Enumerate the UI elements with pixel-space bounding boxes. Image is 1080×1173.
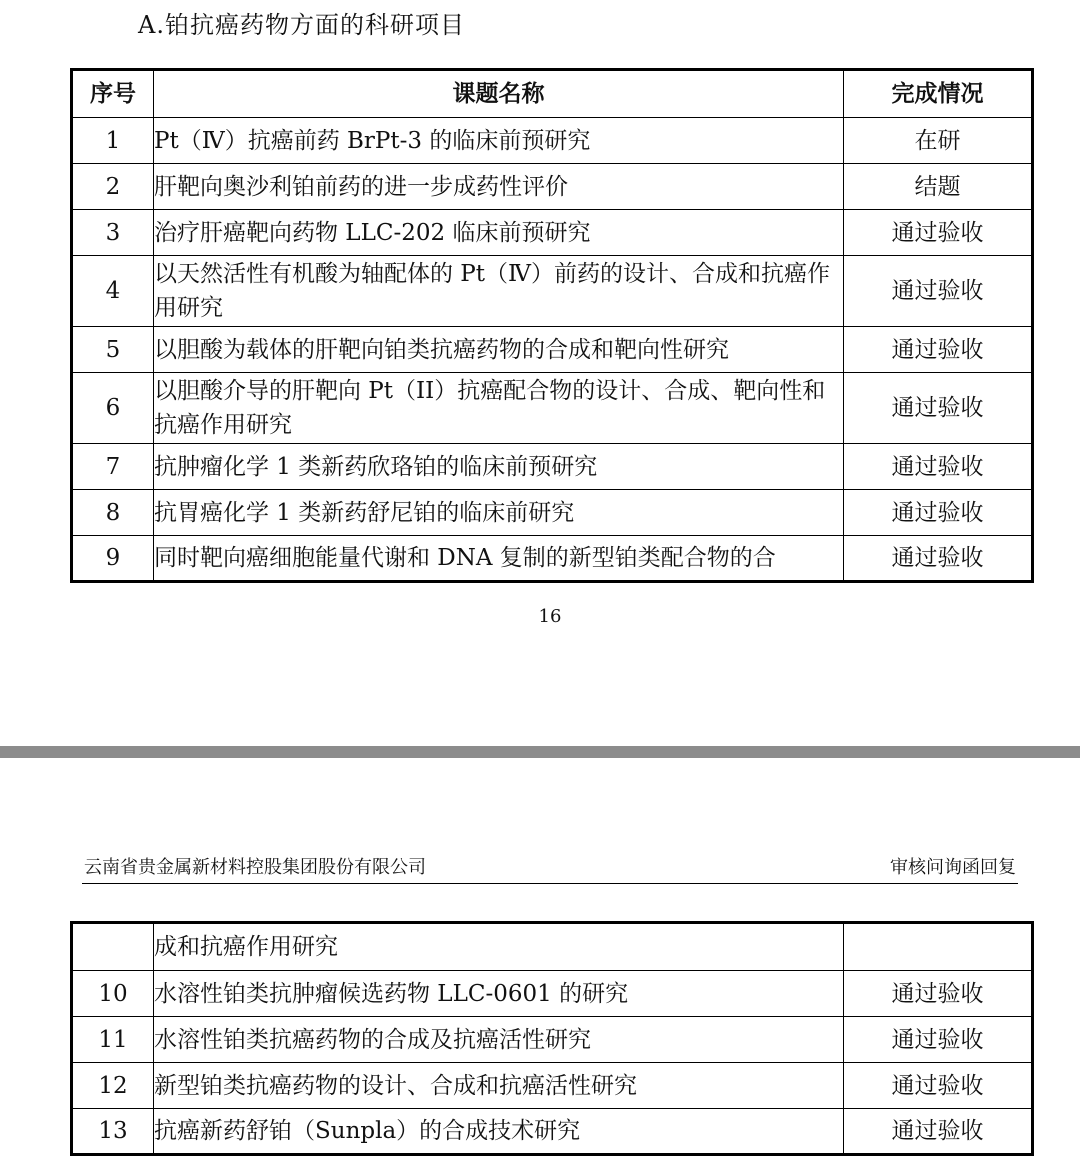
table-row	[72, 490, 1033, 536]
project-title: 以胆酸为载体的肝靶向铂类抗癌药物的合成和靶向性研究	[154, 327, 844, 373]
project-title: 同时靶向癌细胞能量代谢和 DNA 复制的新型铂类配合物的合	[154, 536, 844, 582]
table-row	[72, 1063, 1033, 1109]
table-row	[72, 327, 1033, 373]
table-row	[72, 256, 1033, 327]
row-number: 5	[72, 327, 154, 373]
row-number: 8	[72, 490, 154, 536]
header-rule	[82, 883, 1018, 884]
project-title: 水溶性铂类抗肿瘤候选药物 LLC-0601 的研究	[154, 971, 844, 1017]
table-row	[72, 1017, 1033, 1063]
project-title: 水溶性铂类抗癌药物的合成及抗癌活性研究	[154, 1017, 844, 1063]
project-title: 抗胃癌化学 1 类新药舒尼铂的临床前研究	[154, 490, 844, 536]
table-row	[72, 210, 1033, 256]
table-header-row	[72, 70, 1033, 118]
row-number: 4	[72, 256, 154, 327]
column-header-number: 序号	[72, 70, 154, 118]
row-number: 12	[72, 1063, 154, 1109]
row-number: 11	[72, 1017, 154, 1063]
project-status: 通过验收	[844, 444, 1033, 490]
table-row	[72, 1109, 1033, 1155]
project-title: 以天然活性有机酸为轴配体的 Pt（Ⅳ）前药的设计、合成和抗癌作用研究	[154, 256, 844, 327]
project-title: 新型铂类抗癌药物的设计、合成和抗癌活性研究	[154, 1063, 844, 1109]
row-number: 7	[72, 444, 154, 490]
row-number: 3	[72, 210, 154, 256]
row-number: 9	[72, 536, 154, 582]
document-header-company: 云南省贵金属新材料控股集团股份有限公司	[84, 857, 426, 878]
research-projects-table-continued	[70, 921, 1034, 1156]
research-projects-table	[70, 68, 1034, 583]
table-row	[72, 373, 1033, 444]
project-status: 通过验收	[844, 256, 1033, 327]
table-row-continuation	[72, 923, 1033, 971]
project-title: 肝靶向奥沙利铂前药的进一步成药性评价	[154, 164, 844, 210]
section-heading: A.铂抗癌药物方面的科研项目	[138, 11, 465, 39]
row-number: 2	[72, 164, 154, 210]
table-row	[72, 118, 1033, 164]
project-status: 结题	[844, 164, 1033, 210]
column-header-title: 课题名称	[154, 70, 844, 118]
project-status	[844, 923, 1033, 971]
table-row	[72, 444, 1033, 490]
project-title: 以胆酸介导的肝靶向 Pt（II）抗癌配合物的设计、合成、靶向性和抗癌作用研究	[154, 373, 844, 444]
project-status: 在研	[844, 118, 1033, 164]
document-header-title: 审核问询函回复	[890, 857, 1016, 878]
project-status: 通过验收	[844, 490, 1033, 536]
project-status: 通过验收	[844, 1109, 1033, 1155]
project-status: 通过验收	[844, 1063, 1033, 1109]
table-row	[72, 164, 1033, 210]
page-number: 16	[538, 606, 562, 627]
row-number	[72, 923, 154, 971]
project-status: 通过验收	[844, 210, 1033, 256]
project-status: 通过验收	[844, 373, 1033, 444]
project-title: 抗肿瘤化学 1 类新药欣珞铂的临床前预研究	[154, 444, 844, 490]
row-number: 10	[72, 971, 154, 1017]
row-number: 6	[72, 373, 154, 444]
row-number: 1	[72, 118, 154, 164]
project-title: 抗癌新药舒铂（Sunpla）的合成技术研究	[154, 1109, 844, 1155]
row-number: 13	[72, 1109, 154, 1155]
project-status: 通过验收	[844, 536, 1033, 582]
project-status: 通过验收	[844, 971, 1033, 1017]
column-header-status: 完成情况	[844, 70, 1033, 118]
project-status: 通过验收	[844, 327, 1033, 373]
page-divider	[0, 746, 1080, 758]
table-row	[72, 536, 1033, 582]
project-title: 成和抗癌作用研究	[154, 923, 844, 971]
project-status: 通过验收	[844, 1017, 1033, 1063]
table-row	[72, 971, 1033, 1017]
project-title: 治疗肝癌靶向药物 LLC-202 临床前预研究	[154, 210, 844, 256]
project-title: Pt（Ⅳ）抗癌前药 BrPt-3 的临床前预研究	[154, 118, 844, 164]
